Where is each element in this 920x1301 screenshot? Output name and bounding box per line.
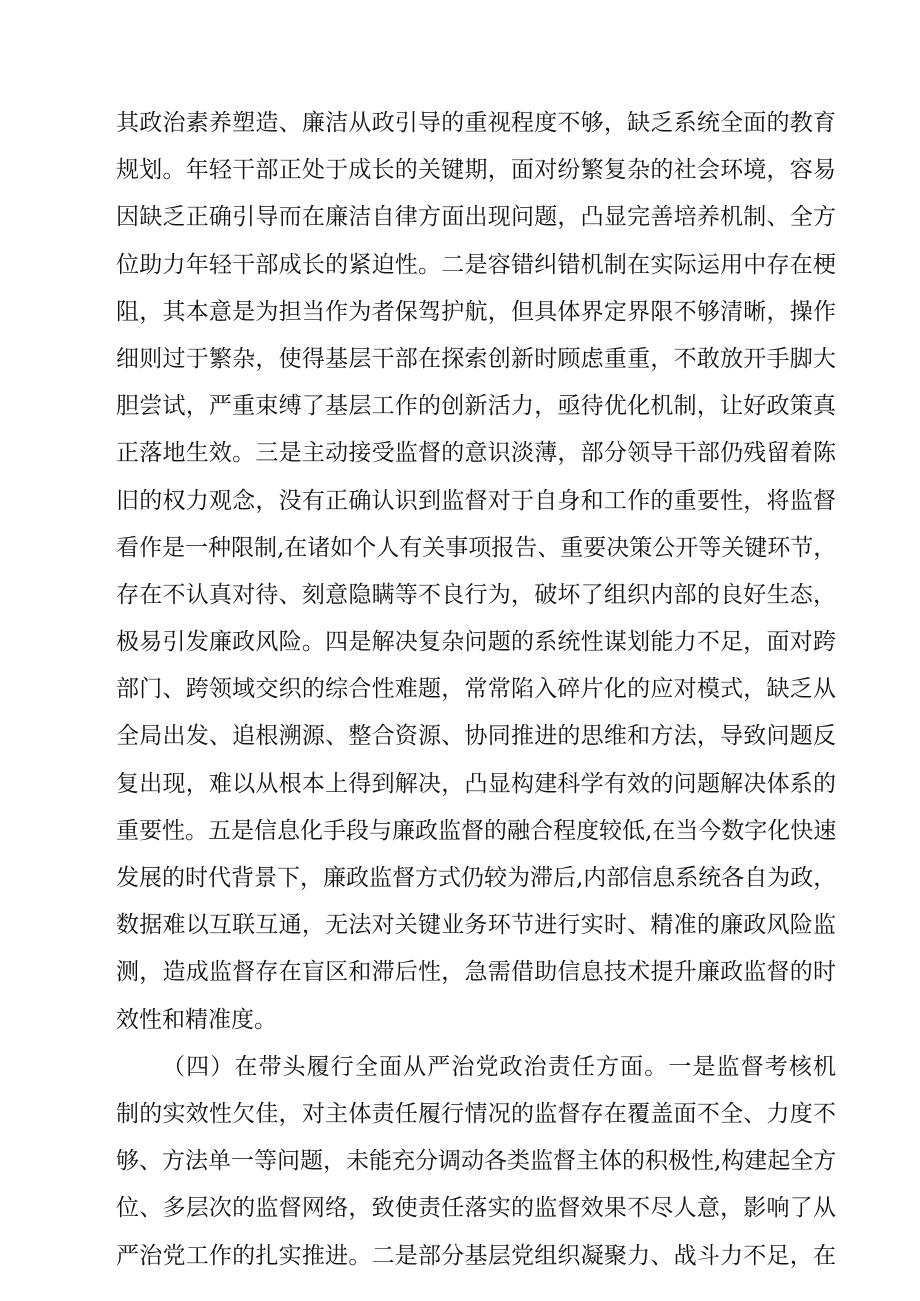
- text-line: 测，造成监督存在盲区和滞后性，急需借助信息技术提升廉政监督的时: [116, 959, 836, 986]
- text-line: 存在不认真对待、刻意隐瞒等不良行为，破坏了组织内部的良好生态，: [116, 581, 836, 608]
- text-line: 位助力年轻干部成长的紧迫性。二是容错纠错机制在实际运用中存在梗: [116, 251, 836, 278]
- text-line: 规划。年轻干部正处于成长的关键期，面对纷繁复杂的社会环境，容易: [116, 157, 836, 184]
- text-line: 因缺乏正确引导而在廉洁自律方面出现问题，凸显完善培养机制、全方: [116, 204, 836, 231]
- text-line: 胆尝试，严重束缚了基层工作的创新活力，亟待优化机制，让好政策真: [116, 393, 836, 420]
- paragraph-continuation: [116, 100, 836, 1044]
- text-line: 严治党工作的扎实推进。二是部分基层党组织凝聚力、战斗力不足，在: [116, 1242, 836, 1269]
- text-line: 效性和精准度。: [116, 1006, 277, 1033]
- text-line: 细则过于繁杂，使得基层干部在探索创新时顾虑重重，不敢放开手脚大: [116, 345, 836, 372]
- text-line: 其政治素养塑造、廉洁从政引导的重视程度不够，缺乏系统全面的教育: [116, 110, 836, 136]
- text-line: 复出现，难以从根本上得到解决，凸显构建科学有效的问题解决体系的: [116, 770, 836, 797]
- text-line: 正落地生效。三是主动接受监督的意识淡薄，部分领导干部仍残留着陈: [116, 440, 836, 467]
- text-line: 制的实效性欠佳，对主体责任履行情况的监督存在覆盖面不全、力度不: [116, 1100, 836, 1127]
- text-line: 数据难以互联互通，无法对关键业务环节进行实时、精准的廉政风险监: [116, 912, 836, 939]
- text-line: 极易引发廉政风险。四是解决复杂问题的系统性谋划能力不足，面对跨: [116, 629, 836, 656]
- text-line: 旧的权力观念，没有正确认识到监督对于自身和工作的重要性，将监督: [116, 487, 836, 514]
- text-line: 看作是一种限制,在诸如个人有关事项报告、重要决策公开等关键环节，: [116, 534, 837, 561]
- section-heading-line: （四）在带头履行全面从严治党政治责任方面。一是监督考核机: [162, 1053, 836, 1080]
- text-line: 重要性。五是信息化手段与廉政监督的融合程度较低,在当今数字化快速: [116, 817, 837, 844]
- document-body: [116, 100, 836, 1280]
- text-line: 够、方法单一等问题，未能充分调动各类监督主体的积极性,构建起全方: [116, 1148, 837, 1175]
- paragraph-section-four: [116, 1044, 836, 1280]
- text-line: 全局出发、追根溯源、整合资源、协同推进的思维和方法，导致问题反: [116, 723, 836, 750]
- text-line: 部门、跨领域交织的综合性难题，常常陷入碎片化的应对模式，缺乏从: [116, 676, 836, 703]
- text-line: 位、多层次的监督网络，致使责任落实的监督效果不尽人意，影响了从: [116, 1195, 836, 1222]
- text-line: 阻，其本意是为担当作为者保驾护航，但具体界定界限不够清晰，操作: [116, 298, 836, 325]
- text-line: 发展的时代背景下，廉政监督方式仍较为滞后,内部信息系统各自为政，: [116, 865, 837, 891]
